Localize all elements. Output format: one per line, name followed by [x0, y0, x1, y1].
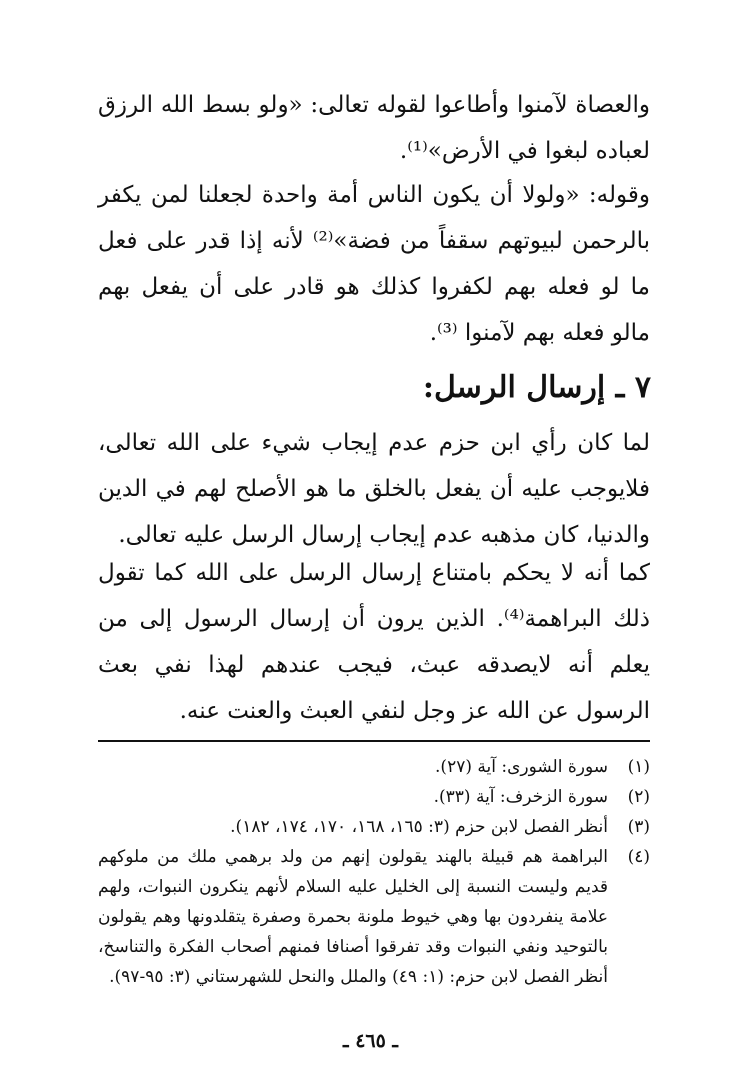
footnote-item [98, 842, 650, 992]
footnote-text: البراهمة هم قبيلة بالهند يقولون إنهم من ولد برهمي ملك من ملوكهم قديم وليست النسبة إلى الخليل عليه السلام لأنهم ينكرون النبوات، ولهم علامة ينفردون بها وهي خيوط ملونة بحمرة وصفرة يتقلدونها وهم يقولون بالتوحيد ونفي النبوات وقد تفرقوا أصنافا فمنهم أصحاب الفكرة والتناسخ، أنظر الفصل لابن حزم: (١: ٤٩) والملل والنحل للشهرستاني (٣: ٩٥-٩٧). [98, 847, 608, 987]
footnote-divider [98, 740, 650, 742]
paragraph-1: والعصاة لآمنوا وأطاعوا لقوله تعالى: «ولو بسط الله الرزق لعباده لبغوا في الأرض»⁽¹⁾. [98, 92, 650, 164]
paragraph-4: كما أنه لا يحكم بامتناع إرسال الرسل على الله كما تقول ذلك البراهمة⁽⁴⁾. الذين يرون أن إرسال الرسول إلى من يعلم أنه لايصدقه عبث، فيجب عندهم لهذا نفي بعث الرسول عن الله عز وجل لنفي العبث والعنت عنه. [98, 560, 650, 724]
footnote-item [98, 812, 650, 842]
footnote-number: (٣) [627, 817, 650, 837]
footnote-number: (٢) [627, 787, 650, 807]
section-heading: ٧ ـ إرسال الرسل: [422, 370, 651, 405]
page-number: ـ ٤٦٥ ـ [343, 1030, 398, 1052]
paragraph-2: وقوله: «ولولا أن يكون الناس أمة واحدة لجعلنا لمن يكفر بالرحمن لبيوتهم سقفاً من فضة»⁽²⁾ لأنه إذا قدر على فعل ما لو فعله بهم لكفروا كذلك هو قادر على أن يفعل بهم مالو فعله بهم لآمنوا ⁽³⁾. [98, 182, 650, 346]
footnote-text: سورة الشورى: آية (٢٧). [435, 757, 608, 777]
footnote-number: (١) [627, 757, 650, 777]
footnote-item [98, 782, 650, 812]
footnote-text: سورة الزخرف: آية (٣٣). [433, 787, 608, 807]
footnote-number: (٤) [627, 847, 650, 867]
paragraph-3: لما كان رأي ابن حزم عدم إيجاب شيء على الله تعالى، فلايوجب عليه أن يفعل بالخلق ما هو الأصلح لهم في الدين والدنيا، كان مذهبه عدم إيجاب إرسال الرسل عليه تعالى. [98, 430, 650, 548]
footnotes-list [98, 752, 650, 992]
footnote-item [98, 752, 650, 782]
footnote-text: أنظر الفصل لابن حزم (٣: ١٦٥، ١٦٨، ١٧٠، ١٧٤، ١٨٢). [230, 817, 608, 837]
